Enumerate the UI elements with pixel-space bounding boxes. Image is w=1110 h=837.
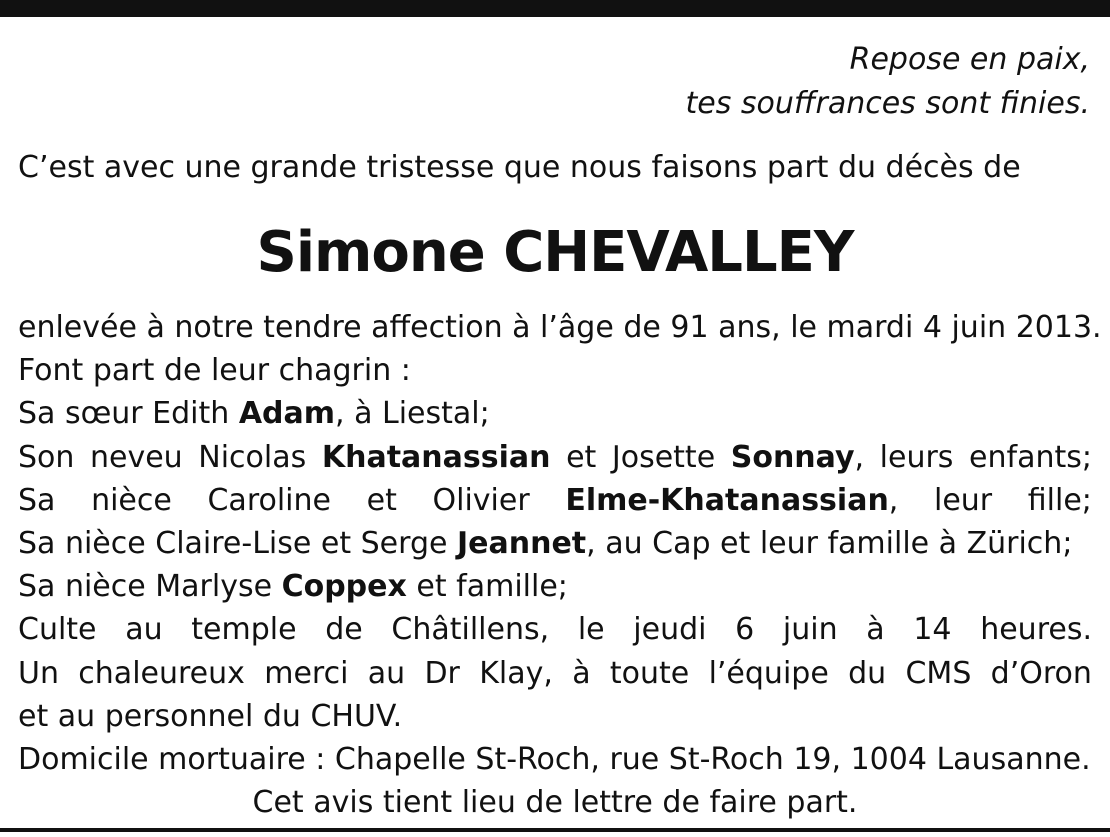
family-text: Sa sœur Edith xyxy=(18,396,239,432)
top-border-rule xyxy=(0,0,1110,17)
word: Châtillens, xyxy=(391,612,550,648)
word: temple xyxy=(191,612,297,648)
word: merci xyxy=(264,655,349,691)
word: Sa xyxy=(18,482,56,518)
word: au xyxy=(367,655,406,691)
thanks-line xyxy=(18,652,1092,695)
family-text: , au Cap et leur famille à Zürich; xyxy=(586,525,1073,561)
word: à xyxy=(572,655,591,691)
family-line-claire xyxy=(18,522,1092,565)
epigraph-line-2: tes souffrances sont finies. xyxy=(685,86,1090,121)
word: Un xyxy=(18,655,59,691)
family-line-caroline xyxy=(18,479,1092,522)
word: Josette xyxy=(611,439,716,475)
word: chaleureux xyxy=(78,655,245,691)
family-surname: Adam xyxy=(238,396,336,432)
service-line xyxy=(18,608,1092,651)
word: heures. xyxy=(980,612,1092,648)
word: de xyxy=(325,612,363,648)
family-surname: Coppex xyxy=(281,569,407,605)
word: au xyxy=(125,612,163,648)
word: jeudi xyxy=(633,612,707,648)
family-text: Sa nièce Claire-Lise et Serge xyxy=(18,525,457,561)
word: Culte xyxy=(18,612,97,648)
bottom-border-rule xyxy=(0,828,1110,832)
word: leurs xyxy=(879,439,954,475)
intro-text: C’est avec une grande tristesse que nous faisons part du décès de xyxy=(18,150,1021,185)
deceased-name: Simone CHEVALLEY xyxy=(256,220,854,285)
domicile-line: Domicile mortuaire : Chapelle St-Roch, rue St-Roch 19, 1004 Lausanne. xyxy=(18,741,1091,777)
word: Olivier xyxy=(432,482,530,518)
word: Dr xyxy=(424,655,460,691)
family-surname: Jeannet xyxy=(456,525,587,561)
word: Klay, xyxy=(479,655,553,691)
family-text: , à Liestal; xyxy=(335,396,490,432)
chagrin-line: Font part de leur chagrin : xyxy=(18,353,411,389)
epigraph xyxy=(685,38,1090,126)
word: juin xyxy=(782,612,838,648)
family-surname: Khatanassian xyxy=(321,439,551,475)
thanks-line-continued: et au personnel du CHUV. xyxy=(18,698,403,734)
word: CMS xyxy=(905,655,972,691)
word: enfants; xyxy=(969,439,1092,475)
word: d’Oron xyxy=(990,655,1092,691)
word: , xyxy=(854,439,865,475)
family-line-neveu xyxy=(18,436,1092,479)
word: Caroline xyxy=(207,482,331,518)
word: l’équipe xyxy=(708,655,829,691)
word: 6 xyxy=(735,612,755,648)
word: Son xyxy=(18,439,75,475)
word: du xyxy=(848,655,887,691)
family-text: et famille; xyxy=(406,569,568,605)
word: à xyxy=(866,612,885,648)
word: nièce xyxy=(91,482,172,518)
word: le xyxy=(577,612,605,648)
word: 14 xyxy=(913,612,952,648)
epigraph-line-1: Repose en paix, xyxy=(849,42,1090,77)
word: toute xyxy=(609,655,690,691)
word: neveu xyxy=(90,439,183,475)
word: et xyxy=(366,482,397,518)
word: , xyxy=(888,482,899,518)
family-surname: Elme-Khatanassian xyxy=(565,482,889,518)
age-line: enlevée à notre tendre affection à l’âge de 91 ans, le mardi 4 juin 2013. xyxy=(18,310,1102,345)
notice-body xyxy=(18,306,1102,824)
family-text: Sa nièce Marlyse xyxy=(18,569,282,605)
word: leur xyxy=(933,482,993,518)
family-surname: Sonnay xyxy=(730,439,855,475)
family-line-adam xyxy=(18,392,1092,435)
closing-line: Cet avis tient lieu de lettre de faire part. xyxy=(252,785,858,821)
family-line-marlyse xyxy=(18,565,1092,608)
word: et xyxy=(566,439,597,475)
word: fille; xyxy=(1027,482,1092,518)
word: Nicolas xyxy=(198,439,307,475)
